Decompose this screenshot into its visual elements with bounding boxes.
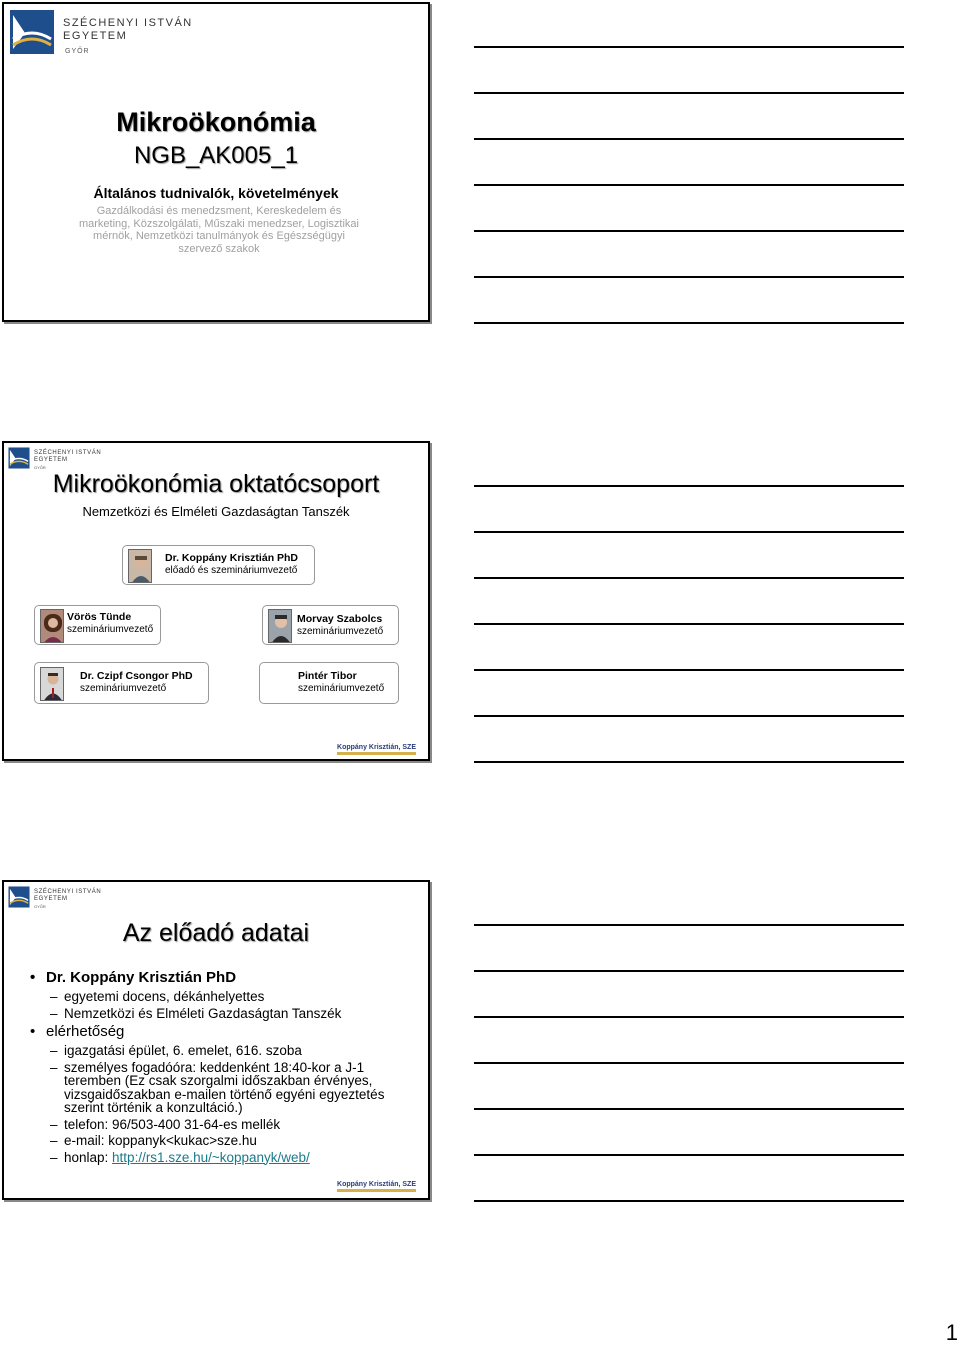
member-name: Dr. Koppány Krisztián PhD [165,552,299,564]
note-line [474,1062,904,1064]
member-role: szemináriumvezető [298,683,385,694]
note-line [474,322,904,324]
department-subtitle: Nemzetközi és Elméleti Gazdaságtan Tanszék [82,504,350,519]
lecturer-details [28,966,423,1164]
author-footer: Koppány Krisztián, SZE [337,1181,416,1192]
sub-bullet-office-hours: – személyes fogadóóra: keddenként 18:40-kor a J-1 teremben (Ez csak szorgalmi időszakban érvényes, vizsgaidőszakban e-mailen történő egyéni egyeztetés szerint történik a konzultáció.) [28,1061,423,1115]
logo-text-line1: SZÉCHENYI ISTVÁN [63,17,193,29]
member-role: szemináriumvezető [67,624,154,635]
logo-text-line2: EGYETEM [34,457,68,463]
sub-bullet-office: – igazgatási épület, 6. emelet, 616. szoba [28,1044,423,1058]
note-line [474,623,904,625]
member-role: előadó és szemináriumvezető [165,565,298,576]
note-line [474,669,904,671]
note-line [474,184,904,186]
note-line [474,1016,904,1018]
logo-text-line2: EGYETEM [63,30,128,42]
avatar [128,549,152,583]
university-emblem-icon [9,9,55,55]
member-card-pinter [259,662,399,704]
logo-text-line2: EGYETEM [34,896,68,902]
logo-text-line1: SZÉCHENYI ISTVÁN [34,889,102,895]
author-footer: Koppány Krisztián, SZE [337,744,416,755]
logo-text-line1: SZÉCHENYI ISTVÁN [34,450,102,456]
avatar [40,609,64,643]
note-line [474,1154,904,1156]
member-role: szemináriumvezető [297,626,384,637]
member-role: szemináriumvezető [80,683,167,694]
note-line [474,761,904,763]
member-name: Pintér Tibor [298,670,357,682]
member-card-koppany [122,545,315,585]
avatar [40,667,64,701]
note-line [474,531,904,533]
slide-subtitle: Általános tudnivalók, követelmények [93,185,339,201]
note-line [474,970,904,972]
course-title: Mikroökonómia [116,107,316,137]
page-number: 1 [945,1320,958,1345]
note-line [474,924,904,926]
sub-bullet-position: – egyetemi docens, dékánhelyettes [28,990,423,1004]
university-logo [9,9,193,59]
slide-title: Mikroökonómia oktatócsoport [52,470,380,498]
programs-description: Gazdálkodási és menedzsment, Kereskedelem és marketing, Közszolgálati, Műszaki menedzser, Logisztikai mérnök, Nemzetközi tanulmányok és Egészségügyi szervező szakok [78,205,359,255]
university-logo [8,886,102,912]
homepage-link[interactable]: http://rs1.sze.hu/~koppanyk/web/ [112,1149,310,1165]
note-line [474,1200,904,1202]
note-line [474,138,904,140]
slide-3 [2,880,430,1200]
slide-title: Az előadó adatai [122,919,310,947]
university-emblem-icon [8,886,30,908]
note-line [474,230,904,232]
logo-city: GYŐR [34,465,46,470]
member-name: Vörös Tünde [67,611,132,623]
member-card-czipf [34,662,209,704]
logo-city: GYŐR [65,48,90,55]
bullet-contact: • elérhetőség [28,1022,423,1041]
avatar [268,609,292,643]
bullet-lecturer-name: • Dr. Koppány Krisztián PhD [28,968,423,987]
member-card-voros [34,605,161,645]
note-line [474,46,904,48]
sub-bullet-department: – Nemzetközi és Elméleti Gazdaságtan Tanszék [28,1007,423,1021]
sub-bullet-homepage [28,1151,423,1165]
slide-2 [2,441,430,761]
university-emblem-icon [8,447,30,469]
note-line [474,485,904,487]
slide-1 [2,2,430,322]
note-line [474,577,904,579]
member-name: Morvay Szabolcs [297,613,383,625]
member-card-morvay [262,605,399,645]
member-name: Dr. Czipf Csongor PhD [80,670,193,682]
note-line [474,715,904,717]
logo-city: GYŐR [34,904,46,909]
course-code: NGB_AK005_1 [133,142,299,169]
sub-bullet-email: – e-mail: koppanyk<kukac>sze.hu [28,1134,423,1148]
note-line [474,92,904,94]
sub-bullet-phone: – telefon: 96/503-400 31-64-es mellék [28,1118,423,1132]
note-line [474,276,904,278]
note-line [474,1108,904,1110]
homepage-label: honlap: [64,1149,113,1165]
